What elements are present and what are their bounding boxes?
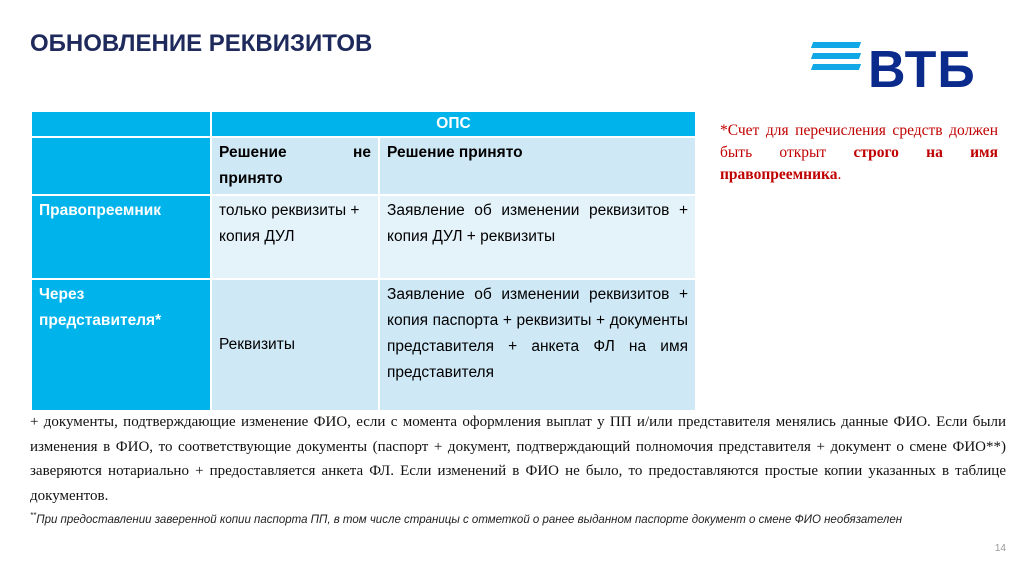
row-label: Правопреемник <box>32 196 210 278</box>
cell-not-accepted: Реквизиты <box>212 280 378 410</box>
footnote <box>30 507 1006 529</box>
slide-title: ОБНОВЛЕНИЕ РЕКВИЗИТОВ <box>30 30 373 57</box>
col-not-accepted: Решение не принято <box>212 138 378 194</box>
note-end: . <box>837 166 842 183</box>
requisites-table <box>30 110 697 412</box>
footnote-text: При предоставлении заверенной копии паспорта ПП, в том числе страницы с отметкой о ранее выданном паспорте документ о смене ФИО необязателен <box>36 513 903 526</box>
vtb-logo <box>812 36 982 98</box>
logo-stripes-icon <box>812 42 860 75</box>
note-emphasis: строго на имя правопреемника <box>720 144 999 183</box>
cell-accepted: Заявление об изменении реквизитов + копия ДУЛ + реквизиты <box>380 196 695 278</box>
cell-accepted: Заявление об изменении реквизитов + копия паспорта + реквизиты + документы представителя + анкета ФЛ на имя представителя <box>380 280 695 410</box>
empty-header-cell <box>32 112 210 136</box>
empty-subheader-cell <box>32 138 210 194</box>
body-text: + документы, подтверждающие изменение ФИО, если с момента оформления выплат у ПП и/или представителя менялись данные ФИО. Если были изменения в ФИО, то соответствующие документы (паспорт + документ, подтверждающий полномочия представителя + документ о смене ФИО**) заверяются нотариально + предоставляется анкета ФЛ. Если изменений в ФИО не было, то предоставляются простые копии указанных в таблице документов. <box>30 414 1006 504</box>
row-label: Через представителя* <box>32 280 210 410</box>
ops-header: ОПС <box>212 112 695 136</box>
note-text: *Счет для перечисления средств должен быть открыт <box>720 122 998 161</box>
footnote-mark: ** <box>30 511 37 520</box>
account-note <box>720 120 998 186</box>
col-accepted: Решение принято <box>380 138 695 194</box>
logo-text: ВТБ <box>868 41 976 99</box>
page-number: 14 <box>994 543 1006 554</box>
cell-not-accepted: только реквизиты + копия ДУЛ <box>212 196 378 278</box>
